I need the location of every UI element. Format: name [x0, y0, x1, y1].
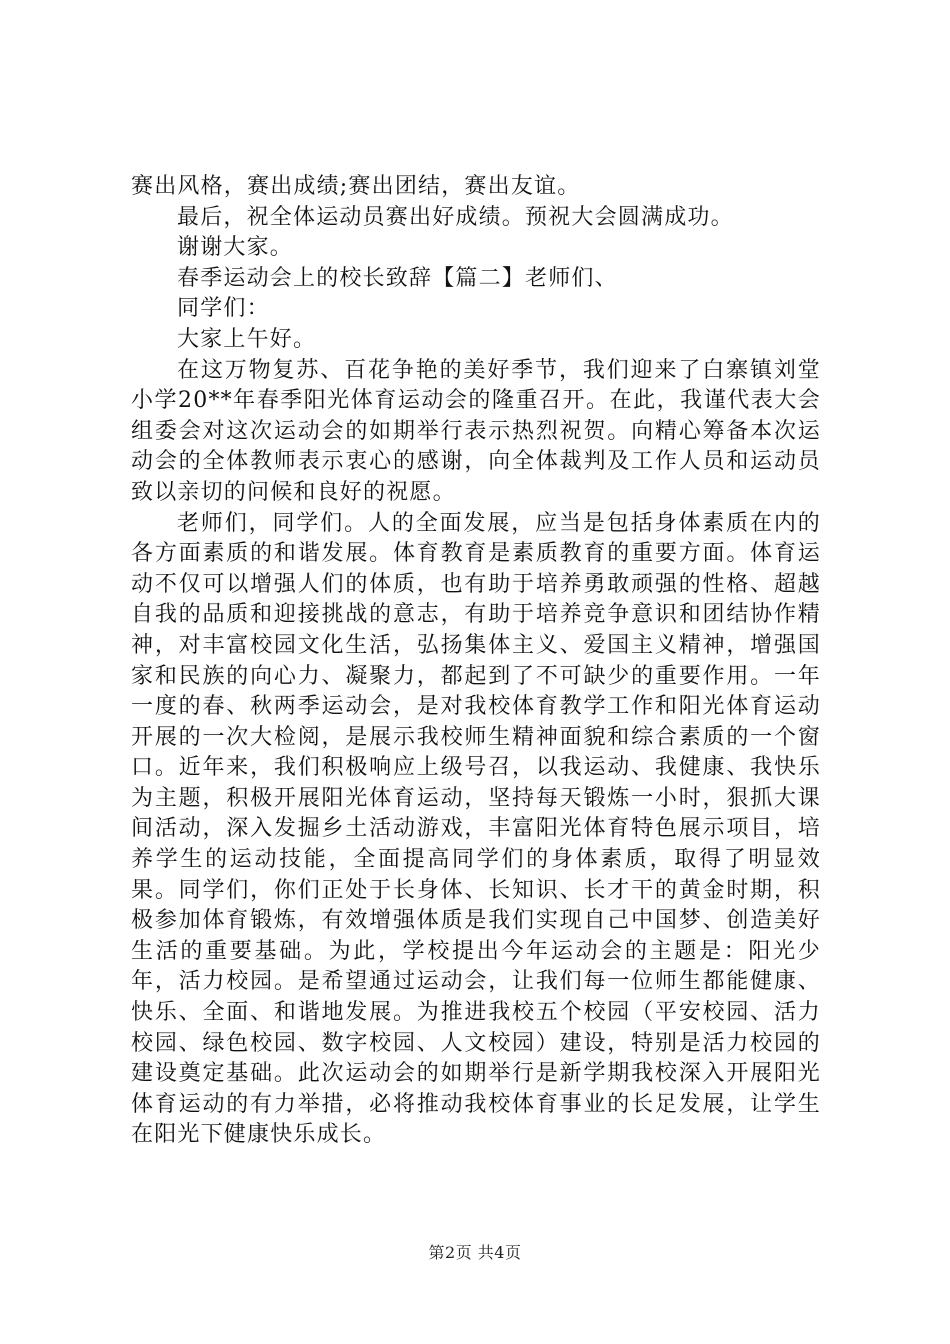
paragraph: 赛出风格，赛出成绩;赛出团结，赛出友谊。 [131, 174, 581, 199]
document-body [131, 172, 821, 1151]
page-number: 第2页 共4页 [428, 1243, 522, 1262]
paragraph: 谢谢大家。 [177, 235, 294, 261]
paragraph: 大家上午好。 [177, 326, 317, 352]
paragraph: 老师们，同学们。人的全面发展，应当是包括身体素质在内的各方面素质的和谐发展。体育教育是素质教育的重要方面。体育运动不仅可以增强人们的体质，也有助于培养勇敢顽强的性格、超越自我的品质和迎接挑战的意志，有助于培养竞争意识和团结协作精神，对丰富校园文化生活，弘扬集体主义、爱国主义精神，增强国家和民族的向心力、凝聚力，都起到了不可缺少的重要作用。一年一度的春、秋两季运动会，是对我校体育教学工作和阳光体育运动开展的一次大检阅，是展示我校师生精神面貌和综合素质的一个窗口。近年来，我们积极响应上级号召，以我运动、我健康、我快乐为主题，积极开展阳光体育运动，坚持每天锻炼一小时，狠抓大课间活动，深入发掘乡土活动游戏，丰富阳光体育特色展示项目，培养学生的运动技能，全面提高同学们的身体素质，取得了明显效果。同学们，你们正处于长身体、长知识、长才干的黄金时期，积极参加体育锻炼，有效增强体质是我们实现自己中国梦、创造美好生活的重要基础。为此，学校提出今年运动会的主题是：阳光少年，活力校园。是希望通过运动会，让我们每一位师生都能健康、快乐、全面、和谐地发展。为推进我校五个校园（平安校园、活力校园、绿色校园、数字校园、人文校园）建设，特别是活力校园的建设奠定基础。此次运动会的如期举行是新学期我校深入开展阳光体育运动的有力举措，必将推动我校体育事业的长足发展，让学生在阳光下健康快乐成长。 [131, 510, 821, 1148]
paragraph: 在这万物复苏、百花争艳的美好季节，我们迎来了白寨镇刘堂小学20**年春季阳光体育运动会的隆重召开。在此，我谨代表大会组委会对这次运动会的如期举行表示热烈祝贺。向精心筹备本次运动会的全体教师表示衷心的感谢，向全体裁判及工作人员和运动员致以亲切的问候和良好的祝愿。 [131, 357, 821, 505]
section-heading: 春季运动会上的校长致辞【篇二】老师们、 [177, 265, 618, 291]
paragraph: 最后，祝全体运动员赛出好成绩。预祝大会圆满成功。 [177, 204, 734, 230]
paragraph: 同学们： [177, 296, 270, 322]
